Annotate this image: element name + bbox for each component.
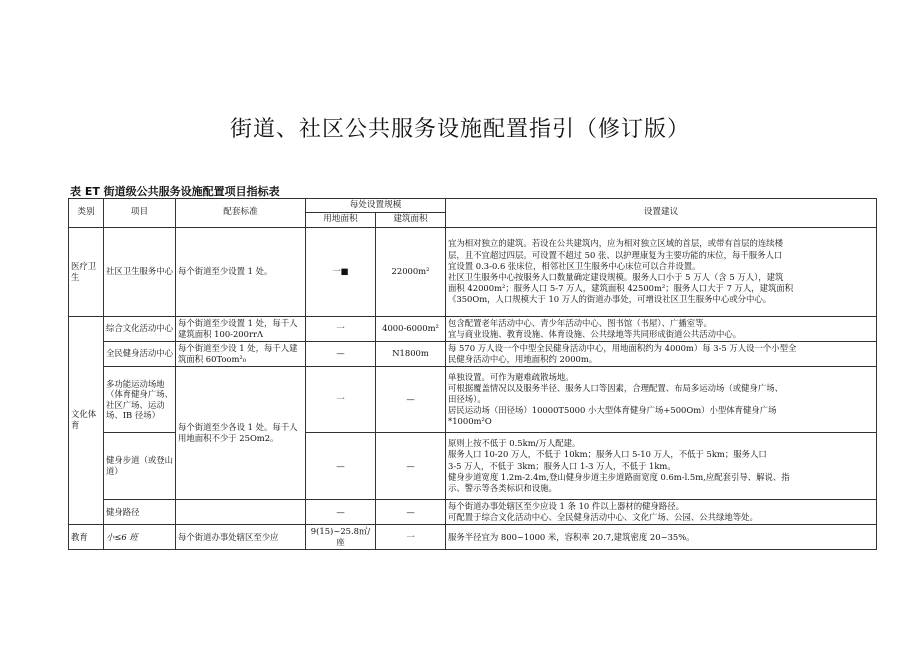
header-scale: 每处设置规模 xyxy=(306,199,446,213)
suggestion-line: 服务半径宜为 800~1000 米，容积率 20.7,建筑密度 20~35%。 xyxy=(448,531,695,542)
table-row xyxy=(69,500,877,525)
suggestion-line: 示、警示等各类标识和设施。 xyxy=(448,482,557,493)
suggestion-line: 每个街道办事处辖区至少应设 1 条 10 件以上器材的健身路径。 xyxy=(448,501,685,512)
suggestion-line: 每 570 万人设一个中型全民健身活动中心，用地面积约为 4000m）每 3-5 万人设一个小型全 xyxy=(448,342,797,353)
suggestion-line: 包含配置老年活动中心、青少年活动中心、图书馆（书屋）、广播室等。 xyxy=(448,317,712,328)
suggestion-line: 服务人口 10-20 万人，不低于 10km；服务人口 5-10 万人，不低于 5km；服务人口 xyxy=(448,449,767,460)
suggestion-line: 健身步道宽度 1.2m-2.4m,登山健身步道主步道路面宽度 0.6m-l.5m,应配套引导、解说、指 xyxy=(448,471,790,482)
building-area-cell: N1800m xyxy=(376,341,446,366)
standard-cell: 每个街道至少各设 1 处。每千人用地面积不少于 25Om2。 xyxy=(176,367,306,500)
suggestion-line: 宜与商业设施、教育设施、体育设施、公共绿地等共同形成街道公共活动中心。 xyxy=(448,328,742,339)
table-row xyxy=(69,316,877,341)
header-land-area: 用地面积 xyxy=(306,213,376,227)
category-cell: 文化体育 xyxy=(69,316,104,525)
building-area-cell: 一 xyxy=(376,525,446,550)
standard-cell: 每个街道至少设 1 处，每千人建筑面积 60Toom²₀ xyxy=(176,341,306,366)
building-area-cell: 4000-6000m² xyxy=(376,316,446,341)
building-area-cell: — xyxy=(376,500,446,525)
facility-index-table xyxy=(68,198,877,550)
suggestion-line: 《350Om，人口规模大于 10 万人的街道办事处，可增设社区卫生服务中心或分中心。 xyxy=(448,293,772,304)
header-suggestion: 设置建议 xyxy=(446,199,877,228)
table-caption: 表 ET 街道级公共服务设施配置项目指标表 xyxy=(70,185,280,198)
suggestion-line: 宜为相对独立的建筑。若设在公共建筑内，应为相对独立区域的首层，或带有首层的连续楼 xyxy=(448,238,784,249)
item-cell: 多功能运动场地（体育健身广场、社区广场、运动场、IB 径场） xyxy=(104,367,176,433)
header-building-area: 建筑面积 xyxy=(376,213,446,227)
table-row xyxy=(69,341,877,366)
item-cell: 小≤6 班 xyxy=(104,525,176,550)
item-cell: 综合文化活动中心 xyxy=(104,316,176,341)
item-cell: 社区卫生服务中心 xyxy=(104,227,176,316)
suggestion-line: 社区卫生服务中心按服务人口数量确定建设规模。服务人口小于 5 万人（含 5 万人），建筑 xyxy=(448,271,784,282)
standard-cell xyxy=(176,500,306,525)
item-cell: 全民健身活动中心 xyxy=(104,341,176,366)
suggestion-line: 3-5 万人，不低于 3km；服务人口 1-3 万人，不低于 1km。 xyxy=(448,460,676,471)
standard-cell: 每个街道至少设置 1 处。 xyxy=(176,227,306,316)
header-standard: 配套标准 xyxy=(176,199,306,228)
land-area-cell: 9(15)~25.8㎡/座 xyxy=(306,525,376,550)
suggestion-cell xyxy=(446,367,877,433)
suggestion-cell xyxy=(446,433,877,500)
suggestion-line: 可根据覆盖情况以及服务半径、服务人口等因素，合理配置、布局多运动场（或健身广场、 xyxy=(448,382,784,393)
suggestion-line: 面积 42000m²；服务人口 5-7 万人，建筑面积 42500m²；服务人口大于 7 万人，建筑面积 xyxy=(448,282,794,293)
header-item: 项目 xyxy=(104,199,176,228)
header-category: 类别 xyxy=(69,199,104,228)
land-area-cell: 一■ xyxy=(306,227,376,316)
building-area-cell: 22000m² xyxy=(376,227,446,316)
suggestion-cell xyxy=(446,227,877,316)
land-area-cell: — xyxy=(306,433,376,500)
suggestion-line: 居民运动场（田径场）10000T5000 小大型体育健身广场+500Om）小型体育健身广场 xyxy=(448,405,777,416)
suggestion-line: 田径场）。 xyxy=(448,394,486,405)
suggestion-cell xyxy=(446,500,877,525)
document-title: 街道、社区公共服务设施配置指引（修订版） xyxy=(229,117,690,142)
table-row xyxy=(69,227,877,316)
category-cell: 教育 xyxy=(69,525,104,550)
suggestion-cell xyxy=(446,316,877,341)
land-area-cell: 一 xyxy=(306,316,376,341)
suggestion-cell xyxy=(446,341,877,366)
land-area-cell: — xyxy=(306,500,376,525)
suggestion-line: 宜设置 0.3-0.6 张床位，相邻社区卫生服务中心床位可以合并设置。 xyxy=(448,260,701,271)
suggestion-line: *1000m²O xyxy=(448,416,492,427)
category-cell: 医疗卫生 xyxy=(69,227,104,316)
suggestion-line: 原则上按不低于 0.5km/万人配建。 xyxy=(448,438,581,449)
table-row xyxy=(69,367,877,433)
item-cell: 健身步道（或登山道） xyxy=(104,433,176,500)
land-area-cell: 一 xyxy=(306,367,376,433)
land-area-cell: — xyxy=(306,341,376,366)
standard-cell: 每个街道办事处辖区至少应 xyxy=(176,525,306,550)
suggestion-line: 单独设置。可作为避难疏散场地。 xyxy=(448,371,574,382)
suggestion-line: 层，且不宜超过四层。可设置不超过 50 张、以护理康复为主要功能的床位，每千服务人口 xyxy=(448,249,783,260)
building-area-cell: — xyxy=(376,367,446,433)
suggestion-line: 可配置于综合文化活动中心、全民健身活动中心、文化广场、公园、公共绿地等处。 xyxy=(448,512,758,523)
suggestion-line: 民健身活动中心，用地面积约 2000m。 xyxy=(448,353,598,364)
item-cell: 健身路径 xyxy=(104,500,176,525)
table-row xyxy=(69,525,877,550)
standard-cell: 每个街道至少设置 1 处，每千人建筑面积 100-200rrΛ xyxy=(176,316,306,341)
suggestion-cell xyxy=(446,525,877,550)
building-area-cell: — xyxy=(376,433,446,500)
